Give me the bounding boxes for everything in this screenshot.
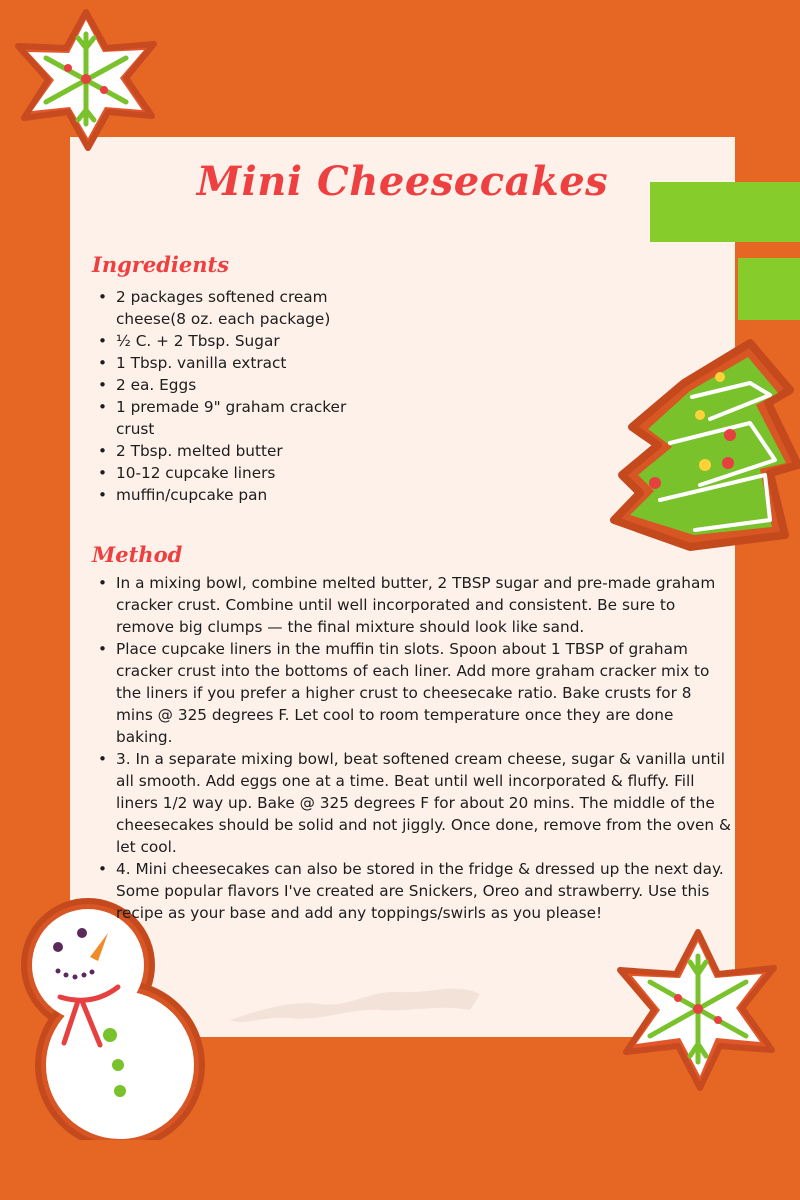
snowman-cookie-icon xyxy=(10,895,220,1140)
list-item: • In a mixing bowl, combine melted butter, 2 TBSP sugar and pre-made graham cracker crust. Combine until well incorporated and consistent. Be sure to remove big clumps — the final mixture should look like sand. xyxy=(92,572,732,638)
ingredients-heading: Ingredients xyxy=(92,252,230,277)
list-item: • Place cupcake liners in the muffin tin slots. Spoon about 1 TBSP of graham cracker crust into the bottoms of each liner. Add more graham cracker mix to the liners if you prefer a higher crust to cheesecake ratio. Bake crusts for 8 mins @ 325 degrees F. Let cool to room temperature once they are done baking. xyxy=(92,638,732,748)
green-tape-strip-bottom xyxy=(738,258,800,320)
method-list xyxy=(92,572,732,924)
list-item: • 1 Tbsp. vanilla extract xyxy=(92,352,362,374)
list-item: • 2 ea. Eggs xyxy=(92,374,362,396)
list-item: • muffin/cupcake pan xyxy=(92,484,362,506)
snowflake-cookie-icon xyxy=(610,928,785,1093)
recipe-title: Mini Cheesecakes xyxy=(196,158,609,205)
list-item: • 4. Mini cheesecakes can also be stored in the fridge & dressed up the next day. Some popular flavors I've created are Snickers, Oreo and strawberry. Use this recipe as your base and add any toppings/swirls as you please! xyxy=(92,858,732,924)
list-item: • 2 packages softened cream cheese(8 oz. each package) xyxy=(92,286,362,330)
list-item: • 3. In a separate mixing bowl, beat softened cream cheese, sugar & vanilla until all smooth. Add eggs one at a time. Beat until well incorporated & fluffy. Fill liners 1/2 way up. Bake @ 325 degrees F for about 20 mins. The middle of the cheesecakes should be solid and not jiggly. Once done, remove from the oven & let cool. xyxy=(92,748,732,858)
ingredients-list xyxy=(92,286,362,506)
list-item: • 10-12 cupcake liners xyxy=(92,462,362,484)
list-item: • 2 Tbsp. melted butter xyxy=(92,440,362,462)
snowflake-cookie-icon xyxy=(8,8,163,153)
method-heading: Method xyxy=(92,542,183,567)
list-item: • ½ C. + 2 Tbsp. Sugar xyxy=(92,330,362,352)
christmas-tree-cookie-icon xyxy=(600,335,800,560)
list-item: • 1 premade 9" graham cracker crust xyxy=(92,396,362,440)
